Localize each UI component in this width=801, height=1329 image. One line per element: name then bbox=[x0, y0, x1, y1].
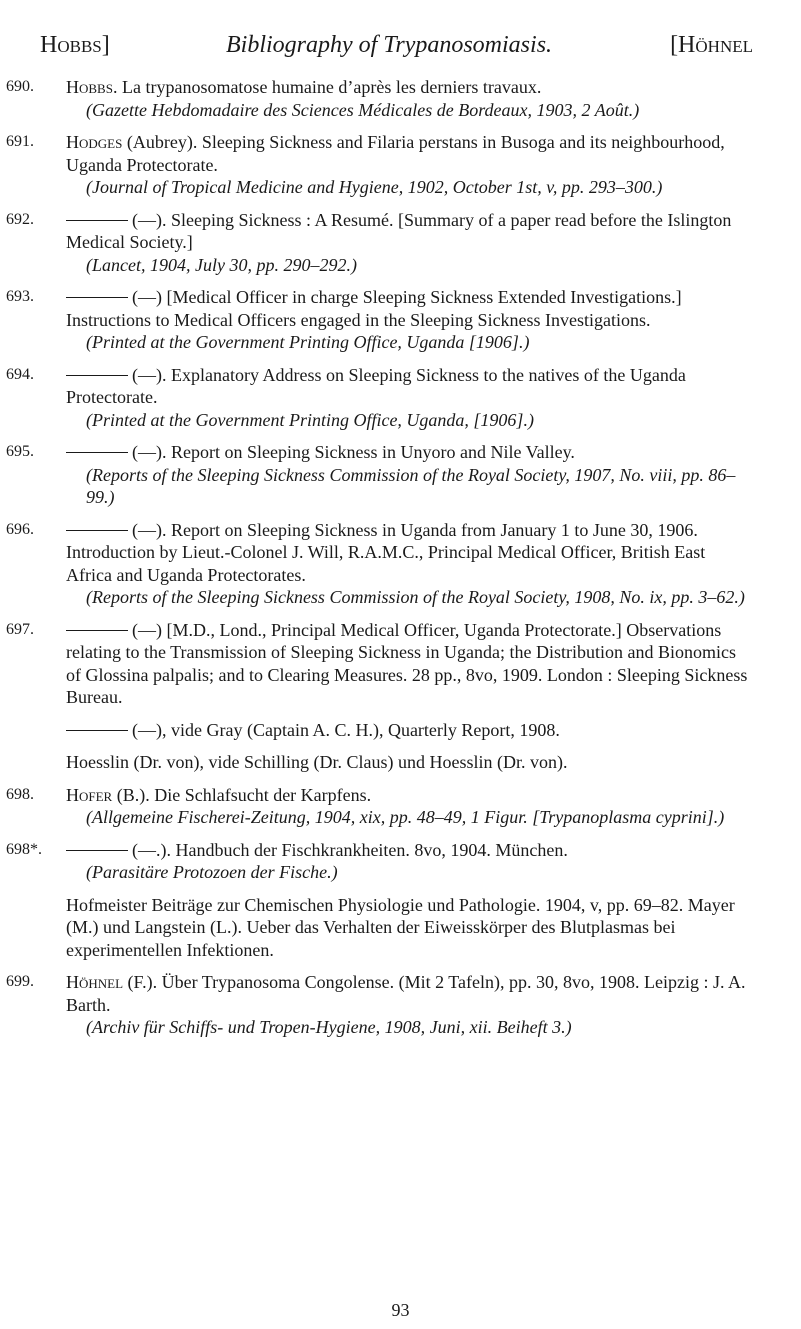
ditto-rule bbox=[66, 530, 128, 531]
entry-text: (Aubrey). Sleeping Sickness and Filaria perstans in Busoga and its neighbourhood, Uganda Protectorate. bbox=[66, 132, 725, 175]
ditto-rule bbox=[66, 297, 128, 298]
ditto-rule bbox=[66, 375, 128, 376]
entry-source: (Allgemeine Fischerei-Zeitung, 1904, xix, pp. 48–49, 1 Figur. [Trypanoplasma cyprini].) bbox=[86, 807, 725, 827]
entry-696 bbox=[0, 519, 801, 609]
entry-text: La trypanosomatose humaine d’après les derniers travaux. bbox=[117, 77, 542, 97]
entry-number: 692. bbox=[6, 210, 34, 228]
ditto-rule bbox=[66, 730, 128, 731]
entry-source: (Reports of the Sleeping Sickness Commission of the Royal Society, 1907, No. viii, pp. 86–99.) bbox=[86, 464, 736, 507]
entry-text: (—). Sleeping Sickness : A Resumé. [Summary of a paper read before the Islington Medical Society.] bbox=[66, 209, 732, 252]
entry-695 bbox=[0, 441, 801, 509]
entry-source: (Printed at the Government Printing Office, Uganda, [1906].) bbox=[86, 409, 534, 430]
entry-number: 698*. bbox=[6, 840, 42, 858]
entry-text: (—) [M.D., Lond., Principal Medical Officer, Uganda Protectorate.] Observations relating to the Transmission of Sleeping Sickness in Uganda; the Distribution and Bionomics of Glossina palpalis; and to Clearing Measures. 28 pp., 8vo, 1909. London : Sleeping Sickness Bureau. bbox=[66, 619, 748, 707]
entry-source: (Archiv für Schiffs- und Tropen-Hygiene, 1908, Juni, xii. Beiheft 3.) bbox=[86, 1017, 572, 1037]
entry-author: Hobbs. bbox=[66, 77, 118, 97]
entry-number: 691. bbox=[6, 133, 34, 150]
entry-hofmeister bbox=[0, 894, 801, 962]
ditto-rule bbox=[66, 850, 128, 851]
entry-693 bbox=[0, 286, 801, 354]
entry-text: Hoesslin (Dr. von), vide Schilling (Dr. Claus) und Hoesslin (Dr. von). bbox=[66, 752, 568, 772]
entry-text: (—). Explanatory Address on Sleeping Sickness to the natives of the Uganda Protectorate. bbox=[66, 364, 686, 407]
entry-source: (Gazette Hebdomadaire des Sciences Médicales de Bordeaux, 1903, 2 Août.) bbox=[86, 99, 640, 120]
entry-number: 698. bbox=[6, 785, 34, 803]
header-title: Bibliography of Trypanosomiasis. bbox=[226, 32, 553, 58]
entry-author: Hodges bbox=[66, 132, 123, 152]
entry-number: 690. bbox=[6, 78, 34, 95]
entry-697 bbox=[0, 619, 801, 709]
entry-text: Hofmeister Beiträge zur Chemischen Physiologie und Pathologie. 1904, v, pp. 69–82. Mayer (M.) und Langstein (L.). Ueber das Verhalten der Eiweisskörper des Blutplasmas bei experimentellen Infektionen. bbox=[66, 894, 735, 960]
entry-author: Höhnel bbox=[66, 972, 124, 992]
entry-698-star bbox=[0, 839, 801, 884]
entry-692 bbox=[0, 209, 801, 277]
entry-source: (Reports of the Sleeping Sickness Commission of the Royal Society, 1908, No. ix, pp. 3–62.) bbox=[86, 587, 745, 607]
entry-691 bbox=[0, 131, 801, 199]
entry-text: (—), vide Gray (Captain A. C. H.), Quarterly Report, 1908. bbox=[132, 719, 560, 740]
entry-source: (Journal of Tropical Medicine and Hygiene, 1902, October 1st, v, pp. 293–300.) bbox=[86, 177, 663, 197]
entry-690 bbox=[0, 76, 801, 121]
page-number: 93 bbox=[391, 1300, 410, 1320]
ditto-rule bbox=[66, 220, 128, 221]
entry-text: (—). Report on Sleeping Sickness in Unyoro and Nile Valley. bbox=[132, 442, 575, 462]
entry-text: (—) [Medical Officer in charge Sleeping Sickness Extended Investigations.] Instructions to Medical Officers engaged in the Sleeping Sickness Investigations. bbox=[66, 287, 682, 330]
entry-number: 699. bbox=[6, 973, 34, 990]
entry-text: (—). Report on Sleeping Sickness in Uganda from January 1 to June 30, 1906. Introduction by Lieut.-Colonel J. Will, R.A.M.C., Principal Medical Officer, British East Africa and Uganda Protectorates. bbox=[66, 519, 706, 585]
header-right: [Höhnel bbox=[670, 32, 753, 58]
running-header bbox=[40, 12, 753, 62]
entry-source: (Parasitäre Protozoen der Fische.) bbox=[86, 862, 338, 882]
entry-number: 694. bbox=[6, 365, 34, 383]
entry-699 bbox=[0, 971, 801, 1039]
header-left: Hobbs] bbox=[40, 32, 110, 58]
bibliography-list bbox=[0, 76, 801, 1049]
entry-text: (B.). Die Schlafsucht der Karpfens. bbox=[112, 784, 372, 805]
entry-hoesslin-crossref bbox=[0, 751, 801, 774]
entry-text: (F.). Über Trypanosoma Congolense. (Mit 2 Tafeln), pp. 30, 8vo, 1908. Leipzig : J. A. Barth. bbox=[66, 972, 746, 1015]
entry-number: 696. bbox=[6, 520, 34, 538]
entry-number: 693. bbox=[6, 288, 34, 305]
entry-698 bbox=[0, 784, 801, 829]
ditto-rule bbox=[66, 630, 128, 631]
entry-number: 697. bbox=[6, 620, 34, 638]
entry-source: (Lancet, 1904, July 30, pp. 290–292.) bbox=[86, 254, 357, 275]
entry-text: (—.). Handbuch der Fischkrankheiten. 8vo, 1904. München. bbox=[132, 839, 568, 860]
entry-source: (Printed at the Government Printing Office, Uganda [1906].) bbox=[86, 332, 530, 352]
entry-694 bbox=[0, 364, 801, 432]
entry-gray-crossref bbox=[0, 719, 801, 742]
entry-author: Hofer bbox=[66, 784, 113, 805]
ditto-rule bbox=[66, 452, 128, 453]
entry-number: 695. bbox=[6, 443, 34, 460]
